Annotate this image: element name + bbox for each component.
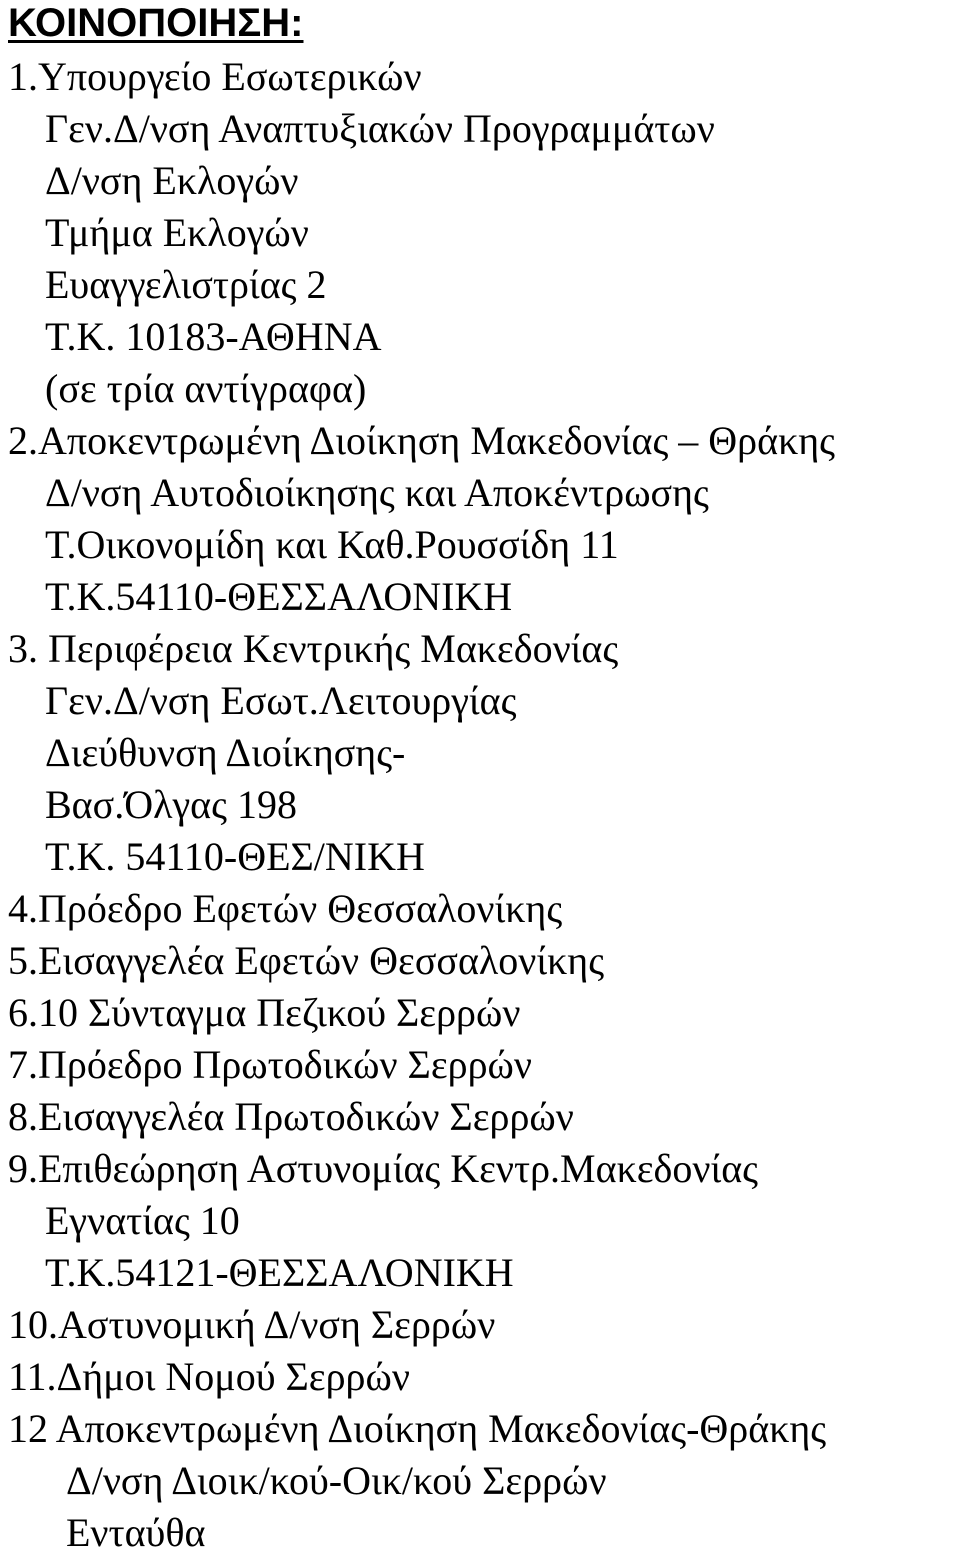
recipient-line-21: 8.Εισαγγελέα Πρωτοδικών Σερρών [8,1094,574,1139]
recipient-line-18: 5.Εισαγγελέα Εφετών Θεσσαλονίκης [8,938,605,983]
distribution-heading: ΚΟΙΝΟΠΟΙΗΣΗ: [8,1,304,45]
recipient-line-6: Τ.Κ. 10183-ΑΘΗΝΑ [45,314,382,359]
recipient-line-25: 10.Αστυνομική Δ/νση Σερρών [8,1302,496,1347]
recipient-line-7: (σε τρία αντίγραφα) [45,366,367,411]
recipient-line-1: 1.Υπουργείο Εσωτερικών [8,54,422,99]
recipient-line-15: Βασ.Όλγας 198 [45,782,297,827]
recipient-line-19: 6.10 Σύνταγμα Πεζικού Σερρών [8,990,521,1035]
recipient-line-13: Γεν.Δ/νση Εσωτ.Λειτουργίας [45,678,517,723]
recipient-line-3: Δ/νση Εκλογών [45,158,299,203]
recipient-line-29: Ενταύθα [66,1510,206,1555]
recipient-line-2: Γεν.Δ/νση Αναπτυξιακών Προγραμμάτων [45,106,715,151]
recipient-line-20: 7.Πρόεδρο Πρωτοδικών Σερρών [8,1042,532,1087]
recipient-line-24: Τ.Κ.54121-ΘΕΣΣΑΛΟΝΙΚΗ [45,1250,514,1295]
recipient-line-26: 11.Δήμοι Νομού Σερρών [8,1354,410,1399]
recipient-line-23: Εγνατίας 10 [45,1198,240,1243]
recipient-line-17: 4.Πρόεδρο Εφετών Θεσσαλονίκης [8,886,563,931]
recipient-line-28: Δ/νση Διοικ/κού-Οικ/κού Σερρών [66,1458,607,1503]
recipient-line-4: Τμήμα Εκλογών [45,210,309,255]
recipient-line-14: Διεύθυνση Διοίκησης- [45,730,406,775]
recipient-line-9: Δ/νση Αυτοδιοίκησης και Αποκέντρωσης [45,470,709,515]
recipient-line-8: 2.Αποκεντρωμένη Διοίκηση Μακεδονίας – Θράκης [8,418,836,463]
recipient-line-16: Τ.Κ. 54110-ΘΕΣ/ΝΙΚΗ [45,834,425,879]
recipient-line-12: 3. Περιφέρεια Κεντρικής Μακεδονίας [8,626,619,671]
recipient-line-27: 12 Αποκεντρωμένη Διοίκηση Μακεδονίας-Θράκης [8,1406,827,1451]
recipient-line-10: Τ.Οικονομίδη και Καθ.Ρουσσίδη 11 [45,522,619,567]
recipient-line-11: Τ.Κ.54110-ΘΕΣΣΑΛΟΝΙΚΗ [45,574,513,619]
recipient-line-22: 9.Επιθεώρηση Αστυνομίας Κεντρ.Μακεδονίας [8,1146,759,1191]
recipient-line-5: Ευαγγελιστρίας 2 [45,262,327,307]
